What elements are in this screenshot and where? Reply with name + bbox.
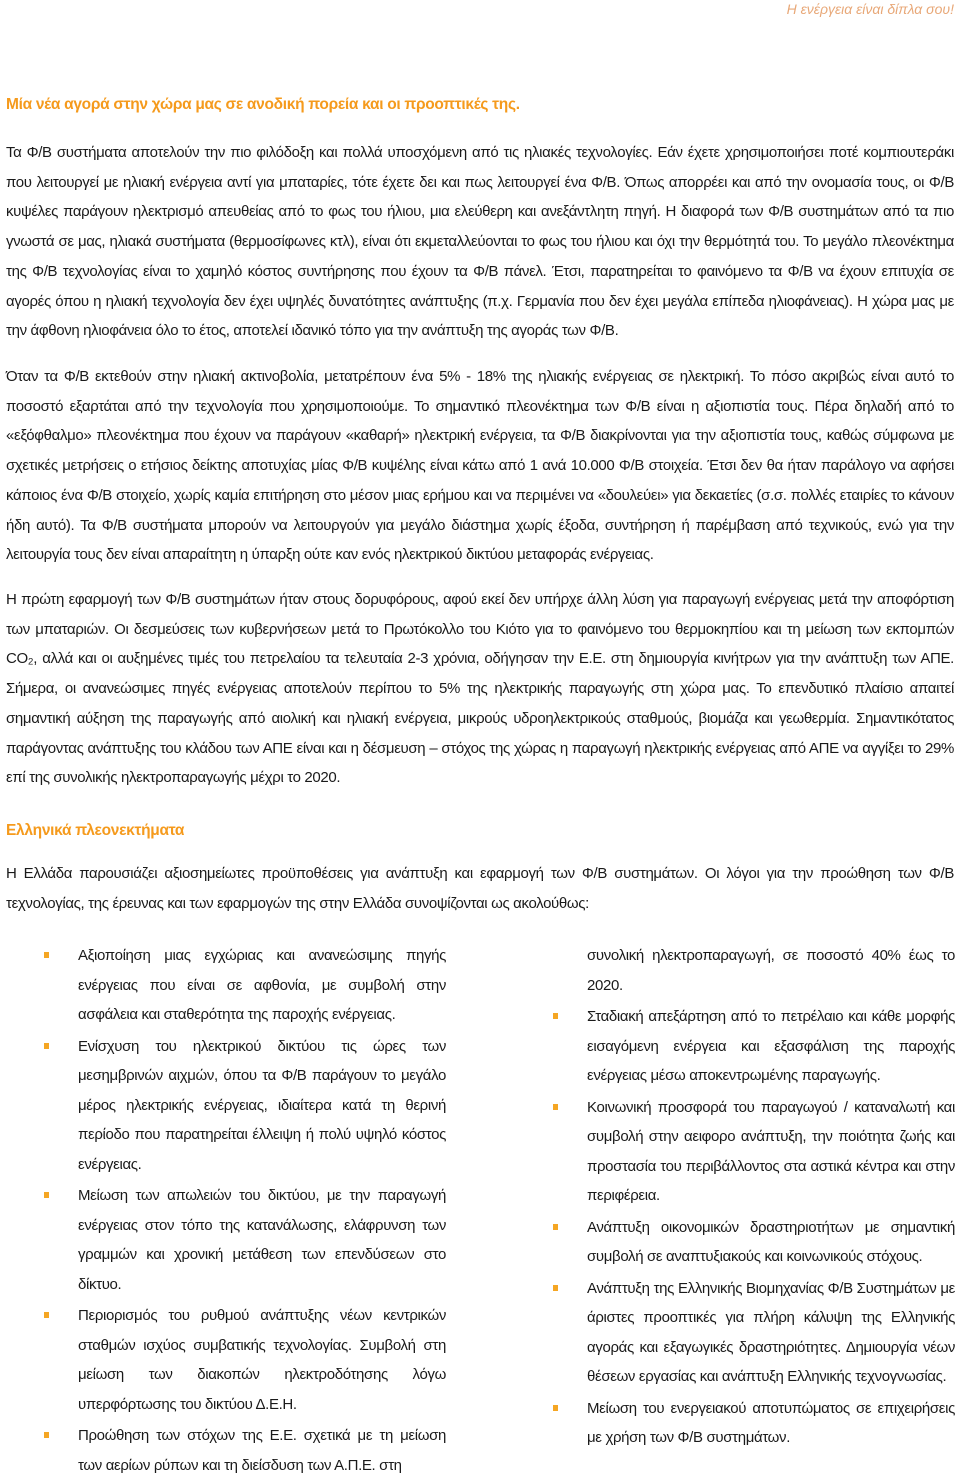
square-bullet-icon [44,952,49,958]
list-item [44,1032,446,1180]
square-bullet-icon [44,1312,49,1318]
list-item-text: Μείωση των απωλειών του δικτύου, με την παραγωγή ενέργειας στον τόπο της κατανάλωσης, ελάφρυνση των γραμμών και χρονική μετάθεση των επενδύσεων στο δίκτυο. [78,1187,446,1293]
section-heading-market: Μία νέα αγορά στην χώρα μας σε ανοδική πορεία και οι προοπτικές της. [6,96,520,113]
list-item-text: Σταδιακή απεξάρτηση από το πετρέλαιο και κάθε μορφής εισαγόμενη ενέργεια και εξασφάλιση της παροχής ενέργειας μέσω αποκεντρωμένης παραγωγής. [587,1008,955,1084]
list-item-text: Ανάπτυξη της Ελληνικής Βιομηχανίας Φ/Β Συστημάτων με άριστες προοπτικές για πλήρη κάλυψη της Ελληνικής αγοράς και εξαγωγικές δραστηριότητες. Δημιουργία νέων θέσεων εργασίας και ανάπτυξη Ελληνικής τεχνογνωσίας. [587,1279,955,1385]
list-item-text: Περιορισμός του ρυθμού ανάπτυξης νέων κεντρικών σταθμών ισχύος συμβατικής τεχνολογίας. Συμβολή στη μείωση των διακοπών ηλεκτροδότησης λόγω υπερφόρτωσης του δικτύου Δ.Ε.Η. [78,1307,446,1413]
list-item-text: Ενίσχυση του ηλεκτρικού δικτύου τις ώρες των μεσημβρινών αιχμών, όπου τα Φ/Β παράγουν το μεγάλο μέρος ηλεκτρικής ενέργειας, ιδιαίτερα κατά τη θερινή περίοδο που παρατηρείται έλλειψη ή πολύ υψηλό κόστος ενέργειας. [78,1037,446,1173]
square-bullet-icon [553,1013,558,1019]
paragraph-pv-overview: Τα Φ/Β συστήματα αποτελούν την πιο φιλόδοξη και πολλά υποσχόμενη από τις ηλιακές τεχνολογίες. Εάν έχετε χρησιμοποιήσει ποτέ κομπιουτεράκι που λειτουργεί με ηλιακή ενέργεια αντί για μπαταρίες, τότε έχετε δει και πως λειτουργεί ένα Φ/Β. Όπως απορρέει και από την ονομασία τους, οι Φ/Β κυψέλες παράγουν ηλεκτρισμό απευθείας από το φως του ήλιου, μια ελεύθερη και ανεξάντλητη πηγή. Η διαφορά των Φ/Β συστημάτων από τα πιο γνωστά σε μας, ηλιακά συστήματα (θερμοσίφωνες κτλ), είναι ότι εκμεταλλεύονται το φως του ήλιου και όχι την θερμότητά του. Το μεγάλο πλεονέκτημα της Φ/Β τεχνολογίας είναι το χαμηλό κόστος συντήρησης που έχουν τα Φ/Β πάνελ. Έτσι, παρατηρείται το φαινόμενο τα Φ/Β να έχουν επιτυχία σε αγορές όπου η ηλιακή τεχνολογία δεν έχει υψηλές δυνατότητες ανάπτυξης (π.χ. Γερμανία που δεν έχει μεγάλα επίπεδα ηλιοφάνειας). Η χώρα μας με την άφθονη ηλιοφάνεια όλο το έτος, αποτελεί ιδανικό τόπο για την ανάπτυξη της αγοράς των Φ/Β. [6,144,954,340]
square-bullet-icon [44,1432,49,1438]
list-item [44,941,446,1030]
square-bullet-icon [44,1043,49,1049]
list-item [553,1213,955,1272]
list-item-continuation: συνολική ηλεκτροπαραγωγή, σε ποσοστό 40% έως το 2020. [587,947,955,994]
square-bullet-icon [553,1224,558,1230]
list-item [553,1093,955,1211]
list-item-text: Προώθηση των στόχων της Ε.Ε. σχετικά με τη μείωση των αερίων ρύπων και τη διείσδυση των Α.Π.Ε. στη [78,1427,446,1474]
paragraph-greek-intro: Η Ελλάδα παρουσιάζει αξιοσημείωτες προϋποθέσεις για ανάπτυξη και εφαρμογή των Φ/Β συστημάτων. Οι λόγοι για την προώθηση των Φ/Β τεχνολογίας, της έρευνας και των εφαρμογών της στην Ελλάδα συνοψίζονται ως ακολούθως: [6,865,954,912]
section-heading-greek-advantages: Ελληνικά πλεονεκτήματα [6,822,185,839]
square-bullet-icon [44,1192,49,1198]
square-bullet-icon [553,1405,558,1411]
list-item [44,1301,446,1419]
list-item [553,1002,955,1091]
list-item [553,1394,955,1453]
square-bullet-icon [553,1104,558,1110]
header-tagline: Η ενέργεια είναι δίπλα σου! [786,1,954,17]
list-item-text: Ανάπτυξη οικονομικών δραστηριοτήτων με σημαντική συμβολή σε αναπτυξιακούς και κοινωνικούς στόχους. [587,1218,955,1265]
list-item-text: Κοινωνική προσφορά του παραγωγού / καταναλωτή και συμβολή στην αειφορο ανάπτυξη, την ποιότητα ζωής και προστασία του περιβάλλοντος στα αστικά κέντρα και στην περιφέρεια. [587,1098,955,1204]
list-item [44,1181,446,1299]
advantages-list-right [553,941,955,1455]
square-bullet-icon [553,1285,558,1291]
list-item [553,1274,955,1392]
list-item-text: Μείωση του ενεργειακού αποτυπώματος σε επιχειρήσεις με χρήση των Φ/Β συστημάτων. [587,1399,955,1446]
paragraph-pv-reliability: Όταν τα Φ/Β εκτεθούν στην ηλιακή ακτινοβολία, μετατρέπουν ένα 5% - 18% της ηλιακής ενέργειας σε ηλεκτρική. Το πόσο ακριβώς είναι αυτό το ποσοστό εξαρτάται από την τεχνολογία που χρησιμοποιούμε. Το σημαντικό πλεονέκτημα των Φ/Β είναι η αξιοπιστία τους. Πέρα δηλαδή από το «εξόφθαλμο» πλεονέκτημα που έχουν να παράγουν «καθαρή» ηλεκτρική ενέργεια, τα Φ/Β διακρίνονται για την αξιοπιστία τους, καθώς σύμφωνα με σχετικές μετρήσεις ο ετήσιος δείκτης αποτυχίας μίας Φ/Β κυψέλης είναι κάτω από 1 ανά 10.000 Φ/Β στοιχεία. Έτσι δεν θα ήταν παράλογο να αφήσει κάποιος ένα Φ/Β στοιχείο, χωρίς καμία επιτήρηση στο μέσον μιας ερήμου και να περιμένει να «δουλεύει» για δεκαετίες (σ.σ. πολλές εταιρίες το κάνουν ήδη αυτό). Τα Φ/Β συστήματα μπορούν να λειτουργούν για μεγάλο διάστημα χωρίς έξοδα, συντήρηση ή παρέμβαση από τεχνικούς, ενώ για την λειτουργία τους δεν είναι απαραίτητη η ύπαρξη ούτε καν ενός ηλεκτρικού δικτύου μεταφοράς ενέργειας. [6,368,954,564]
paragraph-pv-history: Η πρώτη εφαρμογή των Φ/Β συστημάτων ήταν στους δορυφόρους, αφού εκεί δεν υπήρχε άλλη λύση για παραγωγή ενέργειας μετά την αποφόρτιση των μπαταριών. Οι δεσμεύσεις των κυβερνήσεων μετά το Πρωτόκολλο του Κιότο για το φαινόμενο του θερμοκηπίου και τη μείωση των εκπομπών CO₂, αλλά και οι αυξημένες τιμές του πετρελαίου τα τελευταία 2-3 χρόνια, οδήγησαν την Ε.Ε. στη δημιουργία κινήτρων για την ανάπτυξη των ΑΠΕ. Σήμερα, οι ανανεώσιμες πηγές ενέργειας αποτελούν περίπου το 5% της ηλεκτρικής παραγωγής στη χώρα μας. Το επενδυτικό πλαίσιο απαιτεί σημαντική αύξηση της παραγωγής από αιολική και ηλιακή ενέργεια, μικρούς υδροηλεκτρικούς σταθμούς, βιομάζα και γεωθερμία. Σημαντικότατος παράγοντας ανάπτυξης του κλάδου των ΑΠΕ είναι και η δέσμευση – στόχος της χώρας η παραγωγή ηλεκτρικής ενέργειας από ΑΠΕ να αγγίξει το 29% επί της συνολικής ηλεκτροπαραγωγής μέχρι το 2020. [6,591,954,787]
list-item-text: Αξιοποίηση μιας εγχώριας και ανανεώσιμης πηγής ενέργειας που είναι σε αφθονία, με συμβολή στην ασφάλεια και σταθερότητα της παροχής ενέργειας. [78,947,446,1023]
advantages-list-left [44,941,446,1482]
list-item [44,1421,446,1480]
